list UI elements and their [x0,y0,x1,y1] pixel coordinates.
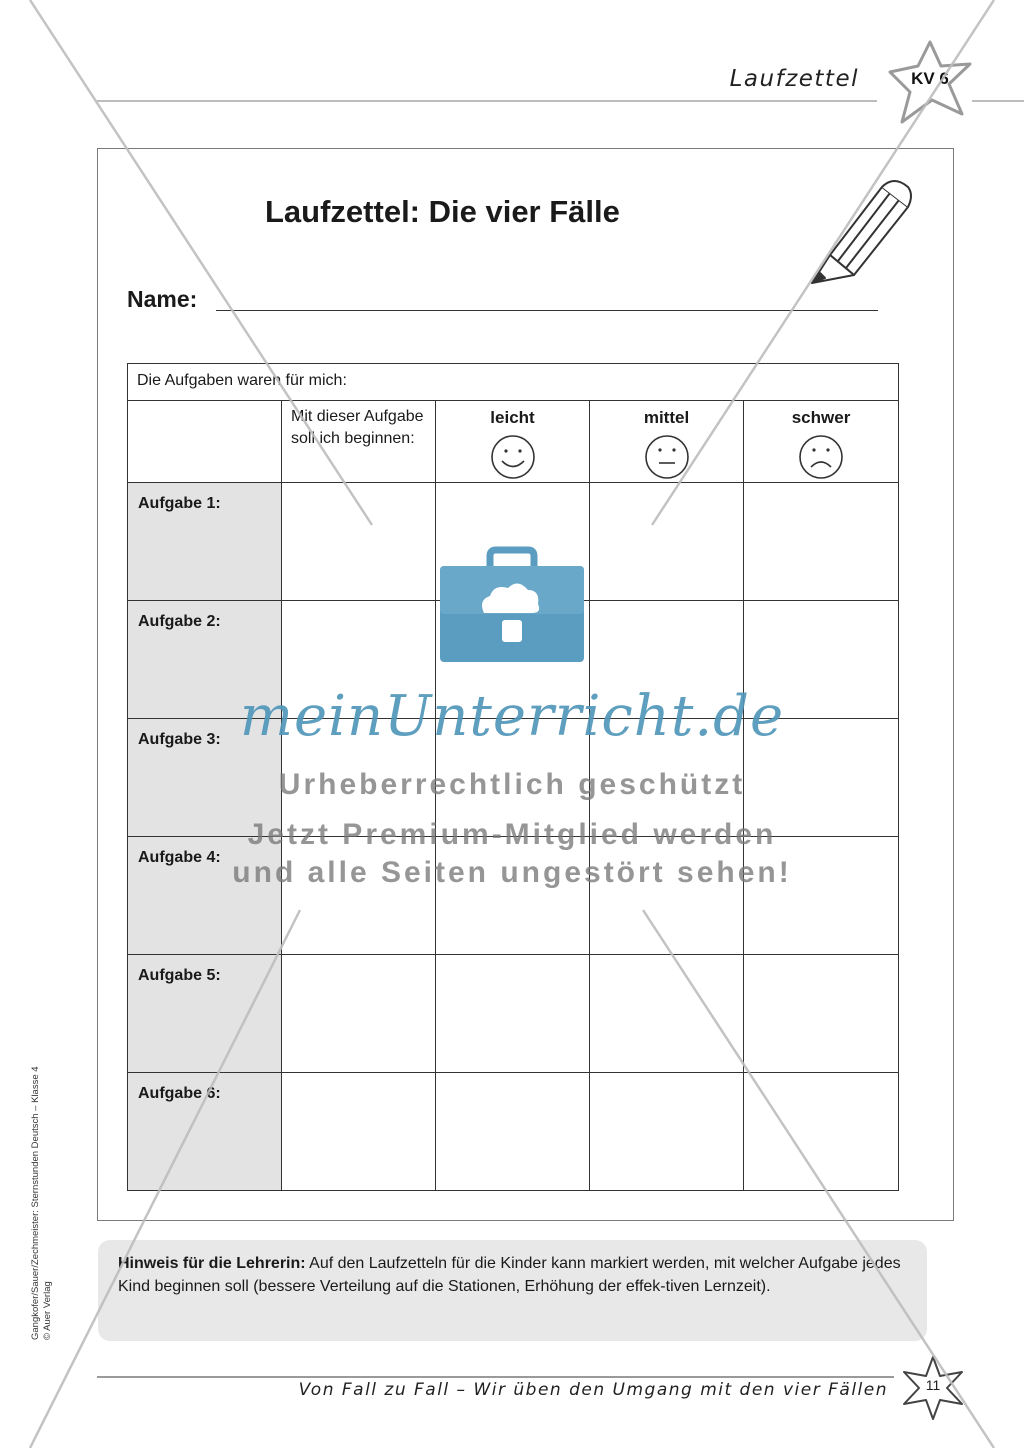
table-row [128,1073,899,1191]
table-header-row [128,401,899,483]
level-header-leicht [436,401,590,483]
level-label: schwer [791,408,851,427]
mittel-cell[interactable] [590,483,744,601]
watermark-brand: meinUnterricht.de [239,684,785,749]
level-header-schwer [744,401,899,483]
teacher-note [98,1240,927,1341]
schwer-cell[interactable] [744,955,899,1073]
frowning-face-icon [797,434,845,480]
task-label: Aufgabe 5: [128,955,282,1073]
header-title: Laufzettel [729,66,859,92]
leicht-cell[interactable] [436,1073,590,1191]
task-label: Aufgabe 2: [128,601,282,719]
side-copyright-line2: © Auer Verlag [42,1281,53,1340]
mittel-cell[interactable] [590,955,744,1073]
task-label: Aufgabe 1: [128,483,282,601]
header-rule-right [972,100,1024,102]
table-row [128,955,899,1073]
watermark-line-3: und alle Seiten ungestört sehen! [232,856,792,889]
teacher-note-text: Auf den Laufzetteln für die Kinder kann markiert werden, mit welcher Aufgabe jedes Kind beginnen soll (bessere Verteilung auf die Stationen, Erhöhung der effek-tiven Lernzeit). [118,1255,901,1295]
level-label: leicht [490,408,535,427]
footer-text: Von Fall zu Fall – Wir üben den Umgang mit den vier Fällen [298,1380,888,1400]
schwer-cell[interactable] [744,837,899,955]
teacher-note-label: Hinweis für die Lehrerin: [118,1255,306,1272]
start-cell[interactable] [282,955,436,1073]
task-label: Aufgabe 3: [128,719,282,837]
name-input-line[interactable] [216,310,878,311]
start-cell[interactable] [282,837,436,955]
table-intro: Die Aufgaben waren für mich: [128,364,899,401]
start-cell[interactable] [282,1073,436,1191]
level-label: mittel [643,408,690,427]
pencil-icon [790,165,915,290]
watermark-line-1: Urheberrechtlich geschützt [278,768,746,801]
name-label: Name: [127,286,198,312]
page-number: 11 [925,1377,941,1393]
header-rule [97,100,877,102]
schwer-cell[interactable] [744,483,899,601]
task-label: Aufgabe 6: [128,1073,282,1191]
schwer-cell[interactable] [744,1073,899,1191]
mittel-cell[interactable] [590,1073,744,1191]
leicht-cell[interactable] [436,837,590,955]
task-label: Aufgabe 4: [128,837,282,955]
kv-label: KV 6 [911,69,949,88]
leicht-cell[interactable] [436,955,590,1073]
start-cell[interactable] [282,483,436,601]
side-copyright [30,1066,54,1340]
header-empty-cell [128,401,282,483]
leicht-cell[interactable] [436,483,590,601]
footer-rule [97,1376,894,1378]
start-column-header: Mit dieser Aufgabe soll ich beginnen: [282,401,436,483]
mittel-cell[interactable] [590,837,744,955]
level-header-mittel [590,401,744,483]
table-row [128,483,899,601]
watermark-line-2: Jetzt Premium-Mitglied werden [247,818,777,851]
table-row [128,837,899,955]
smiling-face-icon [489,434,537,480]
table-intro-row [128,364,899,401]
side-copyright-line1: Gangkofer/Sauer/Zechmeister: Sternstunden Deutsch – Klasse 4 [30,1066,41,1340]
neutral-face-icon [643,434,691,480]
sheet-title: Laufzettel: Die vier Fälle [265,194,620,229]
